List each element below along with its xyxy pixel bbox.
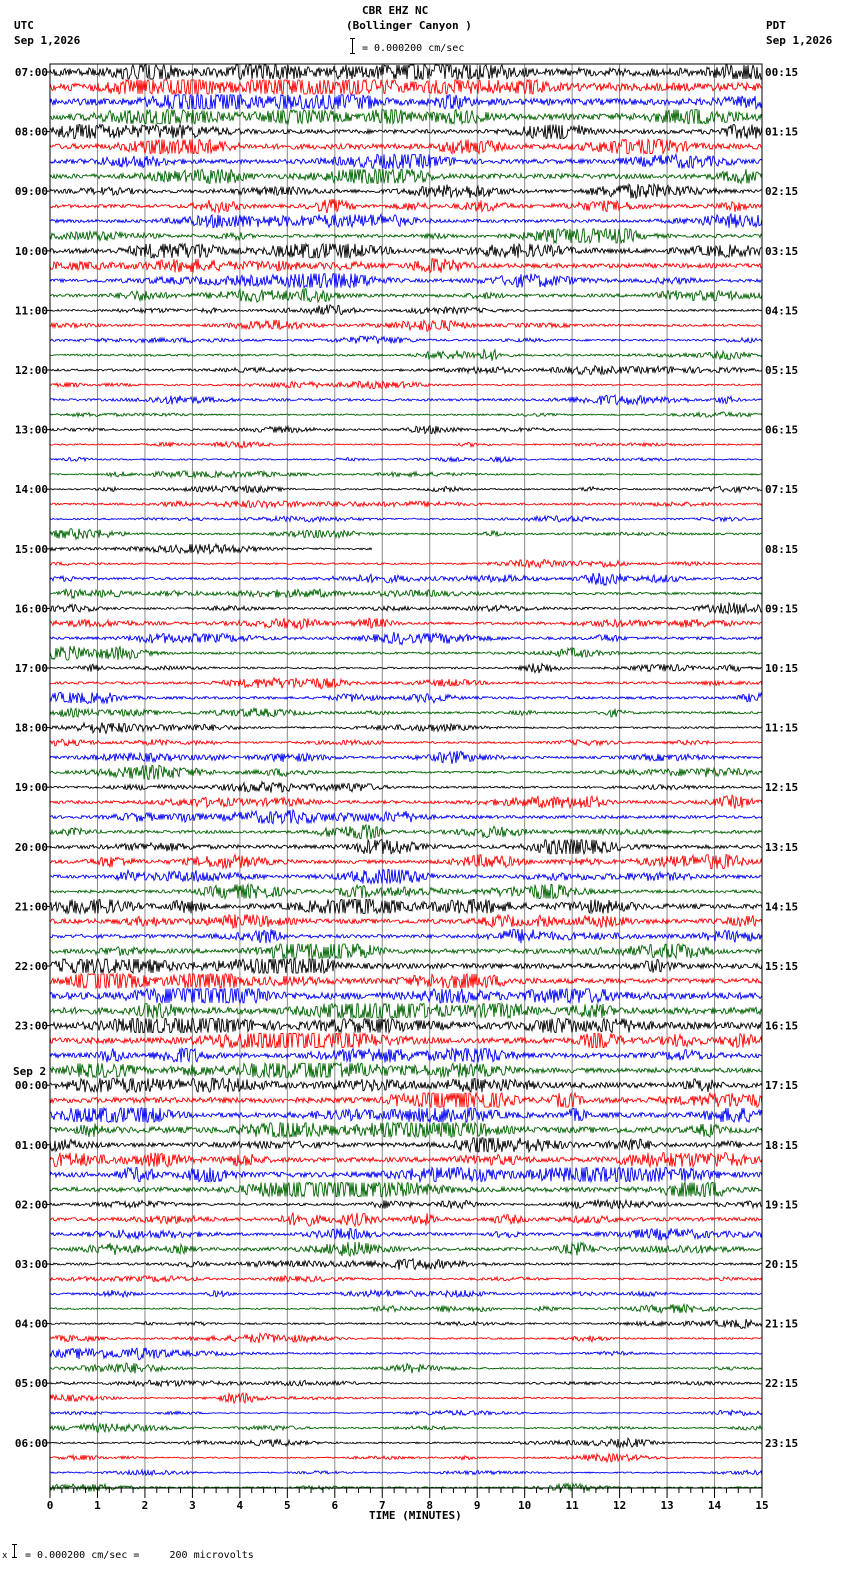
trace-line <box>50 692 762 704</box>
trace-line <box>50 825 762 839</box>
trace-line <box>50 199 762 213</box>
trace-line <box>50 1123 762 1137</box>
trace-line <box>50 708 762 717</box>
trace-line <box>50 870 762 884</box>
utc-hour-label: 17:00 <box>14 662 48 675</box>
trace-line <box>50 885 762 899</box>
trace-line <box>50 544 372 554</box>
trace-line <box>50 795 762 808</box>
trace-line <box>50 1213 762 1227</box>
trace-line <box>50 65 762 79</box>
trace-line <box>50 1153 762 1167</box>
trace-line <box>50 1363 762 1373</box>
trace-line <box>50 678 762 689</box>
trace-line <box>50 663 762 673</box>
trace-line <box>50 1410 762 1415</box>
trace-line <box>50 125 762 139</box>
trace-line <box>50 959 762 973</box>
trace-line <box>50 457 762 462</box>
trace-line <box>50 426 762 434</box>
trace-line <box>50 1424 762 1433</box>
trace-line <box>50 618 762 629</box>
x-tick-label: 9 <box>473 1499 481 1512</box>
pdt-hour-label: 15:15 <box>765 960 799 973</box>
pdt-hour-label: 06:15 <box>765 423 799 437</box>
trace-line <box>50 974 762 988</box>
trace-line <box>50 501 762 508</box>
trace-line <box>50 1276 762 1282</box>
footer-scale-bar-icon <box>14 1544 15 1558</box>
trace-line <box>50 560 762 568</box>
trace-line <box>50 1319 762 1329</box>
trace-line <box>50 95 762 109</box>
trace-line <box>50 289 762 302</box>
x-tick-label: 8 <box>426 1499 434 1512</box>
trace-line <box>50 765 762 779</box>
left-timezone: UTC <box>14 19 34 32</box>
utc-hour-label: 15:00 <box>14 542 48 556</box>
utc-hour-label: 06:00 <box>14 1436 48 1450</box>
x-tick-label: 1 <box>94 1499 101 1512</box>
trace-line <box>50 1168 762 1182</box>
right-timezone: PDT <box>766 19 786 32</box>
trace-line <box>50 1228 762 1240</box>
pdt-hour-label: 09:15 <box>765 602 799 616</box>
x-tick-label: 6 <box>331 1499 339 1512</box>
trace-line <box>50 1200 762 1209</box>
date-change-label: Sep 2 <box>13 1065 47 1079</box>
trace-line <box>50 899 762 913</box>
x-tick-label: 11 <box>565 1499 579 1512</box>
trace-line <box>50 1438 762 1447</box>
trace-line <box>50 381 762 389</box>
pdt-hour-label: 04:15 <box>765 304 799 318</box>
trace-line <box>50 646 762 660</box>
pdt-hour-label: 23:15 <box>765 1436 799 1450</box>
pdt-hour-label: 01:15 <box>765 125 799 139</box>
utc-hour-label: 23:00 <box>14 1019 48 1033</box>
utc-hour-label: 21:00 <box>14 900 48 914</box>
trace-line <box>50 1348 762 1360</box>
pdt-hour-label: 11:15 <box>765 721 799 735</box>
x-tick-label: 7 <box>378 1499 386 1512</box>
trace-line <box>50 214 762 228</box>
trace-line <box>50 914 762 928</box>
trace-line <box>50 1259 762 1270</box>
trace-line <box>50 840 762 854</box>
pdt-hour-label: 08:15 <box>765 542 799 556</box>
utc-hour-label: 05:00 <box>14 1377 48 1391</box>
trace-line <box>50 229 762 243</box>
trace-line <box>50 1290 762 1297</box>
x-tick-label: 14 <box>707 1499 722 1512</box>
pdt-hour-label: 19:15 <box>765 1198 799 1212</box>
trace-line <box>50 1454 762 1462</box>
trace-line <box>50 1048 762 1062</box>
pdt-hour-label: 00:15 <box>765 66 799 79</box>
x-tick-label: 3 <box>189 1499 196 1512</box>
trace-line <box>50 632 762 645</box>
trace-line <box>50 573 762 585</box>
trace-line <box>50 1034 762 1048</box>
hour-labels <box>13 66 798 1450</box>
scale-bar-icon <box>352 38 353 54</box>
trace-line <box>50 1093 762 1107</box>
trace-line <box>50 366 762 375</box>
trace-line <box>50 1304 762 1313</box>
trace-line <box>50 412 762 417</box>
trace-line <box>50 782 762 793</box>
trace-line <box>50 184 762 198</box>
trace-line <box>50 810 762 824</box>
trace-line <box>50 1333 762 1343</box>
utc-hour-label: 00:00 <box>14 1079 48 1093</box>
pdt-hour-label: 03:15 <box>765 244 799 258</box>
station-location: (Bollinger Canyon ) <box>346 19 472 32</box>
trace-line <box>50 244 762 258</box>
utc-hour-label: 01:00 <box>14 1138 48 1152</box>
trace-line <box>50 1380 762 1386</box>
utc-hour-label: 09:00 <box>14 185 48 199</box>
trace-line <box>50 80 762 94</box>
trace-line <box>50 169 762 183</box>
x-tick-label: 15 <box>755 1499 769 1512</box>
pdt-hour-label: 18:15 <box>765 1138 799 1152</box>
pdt-hour-label: 10:15 <box>765 662 799 675</box>
trace-line <box>50 305 762 315</box>
pdt-hour-label: 16:15 <box>765 1019 799 1033</box>
pdt-hour-label: 12:15 <box>765 781 799 795</box>
trace-line <box>50 154 762 168</box>
trace-line <box>50 1108 762 1122</box>
trace-line <box>50 589 762 598</box>
trace-line <box>50 751 762 764</box>
x-tick-label: 10 <box>518 1499 532 1512</box>
trace-line <box>50 320 762 332</box>
utc-hour-label: 03:00 <box>14 1258 48 1271</box>
trace-line <box>50 1183 762 1197</box>
trace-line <box>50 739 762 746</box>
trace-line <box>50 603 762 614</box>
trace-line <box>50 110 762 124</box>
pdt-hour-label: 07:15 <box>765 483 799 497</box>
utc-hour-label: 10:00 <box>14 244 48 258</box>
trace-line <box>50 1078 762 1092</box>
trace-line <box>50 1138 762 1152</box>
trace-line <box>50 1393 762 1403</box>
trace-line <box>50 723 762 734</box>
trace-line <box>50 1004 762 1018</box>
trace-line <box>50 140 762 154</box>
utc-hour-label: 16:00 <box>14 602 48 616</box>
trace-line <box>50 516 762 522</box>
utc-hour-label: 08:00 <box>14 125 48 139</box>
x-tick-label: 2 <box>141 1499 149 1512</box>
pdt-hour-label: 21:15 <box>765 1317 799 1331</box>
trace-line <box>50 350 762 361</box>
utc-hour-label: 04:00 <box>14 1317 48 1331</box>
x-tick-label: 13 <box>660 1499 674 1512</box>
utc-hour-label: 07:00 <box>14 66 48 79</box>
trace-line <box>50 441 762 448</box>
scale-label: = 0.000200 cm/sec <box>362 43 465 54</box>
pdt-hour-label: 02:15 <box>765 185 799 199</box>
pdt-hour-label: 14:15 <box>765 900 799 914</box>
trace-line <box>50 944 762 958</box>
trace-line <box>50 274 762 288</box>
pdt-hour-label: 20:15 <box>765 1258 799 1271</box>
trace-line <box>50 855 762 869</box>
utc-hour-label: 22:00 <box>14 960 48 973</box>
x-tick-label: 12 <box>612 1499 627 1512</box>
station-title: CBR EHZ NC <box>362 4 429 17</box>
trace-line <box>50 395 762 405</box>
trace-line <box>50 989 762 1003</box>
pdt-hour-label: 05:15 <box>765 364 799 377</box>
utc-hour-label: 12:00 <box>14 364 48 377</box>
minute-gridlines <box>97 64 714 1488</box>
utc-hour-label: 19:00 <box>14 781 48 795</box>
utc-hour-label: 02:00 <box>14 1198 48 1212</box>
pdt-hour-label: 13:15 <box>765 840 799 854</box>
trace-line <box>50 486 762 493</box>
trace-line <box>50 1470 762 1475</box>
trace-line <box>50 1019 762 1033</box>
utc-hour-label: 20:00 <box>14 840 48 854</box>
x-tick-label: 0 <box>46 1499 54 1512</box>
x-tick-label: 5 <box>284 1499 291 1512</box>
pdt-hour-label: 22:15 <box>765 1377 799 1391</box>
right-date: Sep 1,2026 <box>766 34 833 47</box>
trace-line <box>50 1242 762 1256</box>
trace-line <box>50 471 762 478</box>
trace-line <box>50 929 762 943</box>
utc-hour-label: 14:00 <box>14 483 48 497</box>
footer-scale-label: = 0.000200 cm/sec = 200 microvolts <box>25 1550 254 1561</box>
utc-hour-label: 11:00 <box>14 304 48 318</box>
trace-line <box>50 336 762 344</box>
utc-hour-label: 18:00 <box>14 721 48 735</box>
footer-prefix: x <box>2 1551 8 1561</box>
utc-hour-label: 13:00 <box>14 423 48 437</box>
left-date: Sep 1,2026 <box>14 34 81 47</box>
x-tick-label: 4 <box>236 1499 244 1512</box>
trace-line <box>50 529 762 540</box>
trace-line <box>50 259 762 273</box>
trace-line <box>50 1063 762 1077</box>
pdt-hour-label: 17:15 <box>765 1079 799 1093</box>
seismic-traces <box>50 65 762 1492</box>
x-axis-label: TIME (MINUTES) <box>369 1509 462 1522</box>
